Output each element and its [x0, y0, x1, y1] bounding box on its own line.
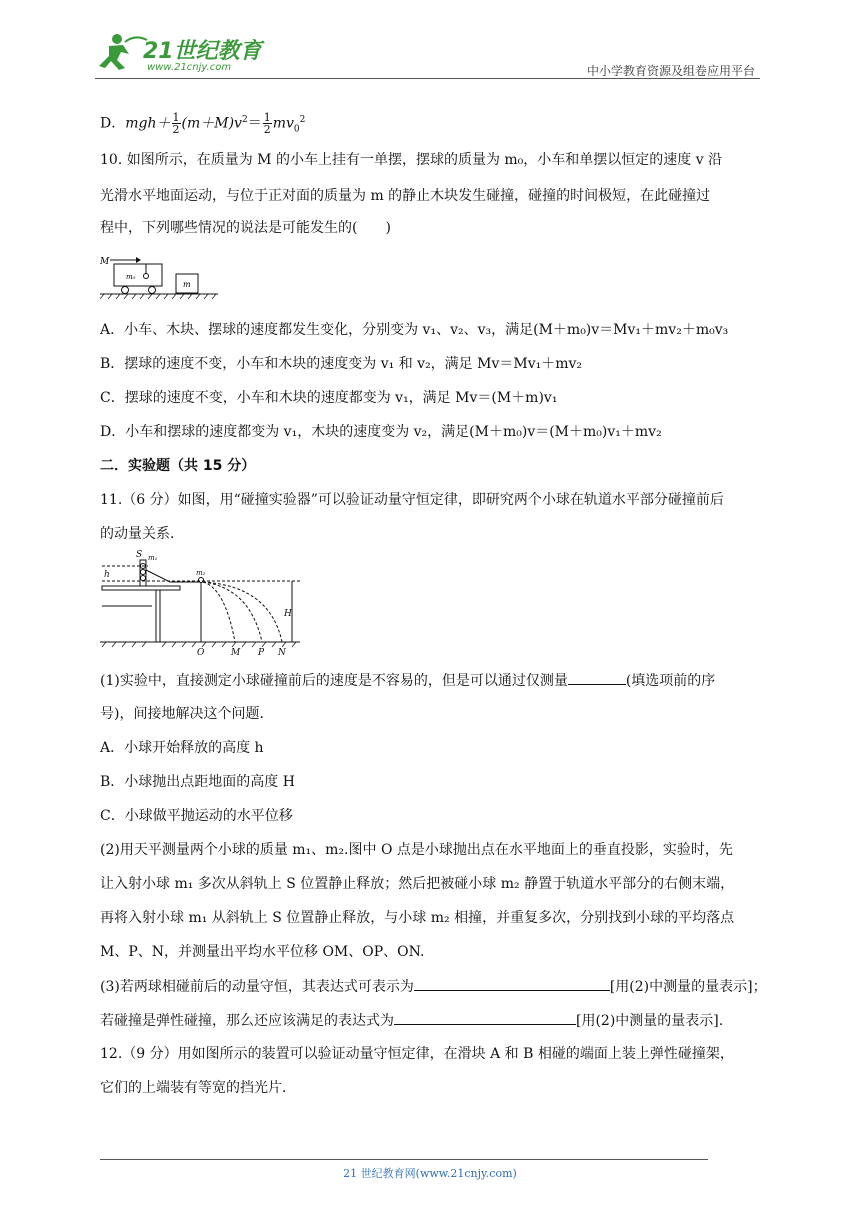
q10-stem-3: 程中，下列哪些情况的说法是可能发生的( ) — [100, 220, 391, 236]
q11-part3-2: 若碰撞是弹性碰撞，那么还应该满足的表达式为 [用(2)中测量的量表示]. — [100, 1010, 723, 1031]
fig-label-H: H — [284, 609, 292, 619]
site-logo — [95, 30, 265, 78]
q10-stem-1: 10. 如图所示，在质量为 M 的小车上挂有一单摆，摆球的质量为 m₀，小车和单摆以恒定的速度 v 沿 — [100, 152, 723, 168]
fig-label-P: P — [258, 648, 265, 658]
fig-label-S: S — [136, 550, 143, 560]
q11-option-b: B．小球抛出点距地面的高度 H — [100, 774, 295, 790]
q11-collision-apparatus-figure — [100, 548, 300, 658]
q10-option-c: C．摆球的速度不变，小车和木块的速度都变为 v₁，满足 Mv＝(M＋m)v₁ — [100, 390, 558, 406]
q10-option-a: A．小车、木块、摆球的速度都发生变化，分别变为 v₁、v₂、v₃，满足(M＋m₀)v＝Mv₁＋mv₂＋m₀v₃ — [100, 322, 729, 338]
q12-stem-1: 12.（9 分）用如图所示的装置可以验证动量守恒定律，在滑块 A 和 B 相碰的端面上装上弹性碰撞架， — [100, 1046, 734, 1062]
header-divider — [95, 78, 760, 79]
answer-blank-3 — [394, 1010, 576, 1025]
q11-part2-2: 让入射小球 m₁ 多次从斜轨上 S 位置静止释放；然后把被碰小球 m₂ 静置于轨道水平部分的右侧末端， — [100, 876, 735, 892]
answer-blank-1 — [568, 670, 626, 685]
footer-divider — [100, 1159, 708, 1160]
q12-stem-2: 它们的上端装有等宽的挡光片． — [100, 1080, 296, 1096]
section-title: 二．实验题（共 15 分） — [100, 458, 256, 474]
fig-label-m1: m₁ — [148, 554, 158, 562]
q11-part2-3: 再将入射小球 m₁ 从斜轨上 S 位置静止释放，与小球 m₂ 相撞，并重复多次，分别找到小球的平均落点 — [100, 910, 735, 926]
fig-label-m0: m₀ — [126, 273, 136, 281]
q11-part2-1: (2)用天平测量两个小球的质量 m₁、m₂.图中 O 点是小球抛出点在水平地面上的垂直投影，实验时，先 — [100, 842, 733, 858]
fig-label-M: M — [231, 648, 241, 658]
q11-stem-1: 11.（6 分）如图，用“碰撞实验器”可以验证动量守恒定律，即研究两个小球在轨道水平部分碰撞前后 — [100, 492, 724, 508]
q11-part2-4: M、P、N，并测量出平均水平位移 OM、OP、ON. — [100, 944, 425, 960]
q9-option-d: D．mgh＋ $\frac{1}{2}$ $(m+M)v^2=$ $\frac{1}{2}$ $mv_0^2$ — [100, 111, 306, 137]
answer-blank-2 — [414, 976, 610, 991]
q10-option-b: B．摆球的速度不变，小车和木块的速度变为 v₁ 和 v₂，满足 Mv＝Mv₁＋mv₂ — [100, 356, 583, 372]
logo-title: 21世纪教育 — [143, 39, 262, 64]
q10-option-d: D．小车和摆球的速度都变为 v₁，木块的速度变为 v₂，满足(M＋m₀)v＝(M＋m₀)v₁＋mv₂ — [100, 424, 662, 440]
q10-cart-figure — [100, 254, 220, 302]
fig-label-O: O — [197, 648, 205, 658]
q11-part1-cont: 号)，间接地解决这个问题． — [100, 706, 274, 722]
q11-stem-2: 的动量关系． — [100, 526, 184, 542]
q11-option-c: C．小球做平抛运动的水平位移 — [100, 808, 293, 824]
fig-label-m: m — [183, 280, 191, 289]
fig-label-M: M — [100, 257, 110, 267]
fig-label-h: h — [104, 570, 110, 580]
footer-site-text: 21 世纪教育网(www.21cnjy.com) — [343, 1167, 517, 1180]
fig-label-N: N — [278, 648, 286, 658]
fig-label-m2: m₂ — [196, 569, 206, 577]
logo-url: www.21cnjy.com — [147, 62, 232, 73]
q10-stem-2: 光滑水平地面运动，与位于正对面的质量为 m 的静止木块发生碰撞，碰撞的时间极短，在此碰撞过 — [100, 188, 711, 204]
q11-option-a: A．小球开始释放的高度 h — [100, 740, 264, 756]
q11-part1: (1)实验中，直接测定小球碰撞前后的速度是不容易的，但是可以通过仅测量 (填选项前的序 — [100, 670, 715, 691]
header-platform-text: 中小学教育资源及组卷应用平台 — [586, 64, 755, 78]
q11-part3-1: (3)若两球相碰前后的动量守恒，其表达式可表示为 [用(2)中测量的量表示]； — [100, 976, 767, 997]
